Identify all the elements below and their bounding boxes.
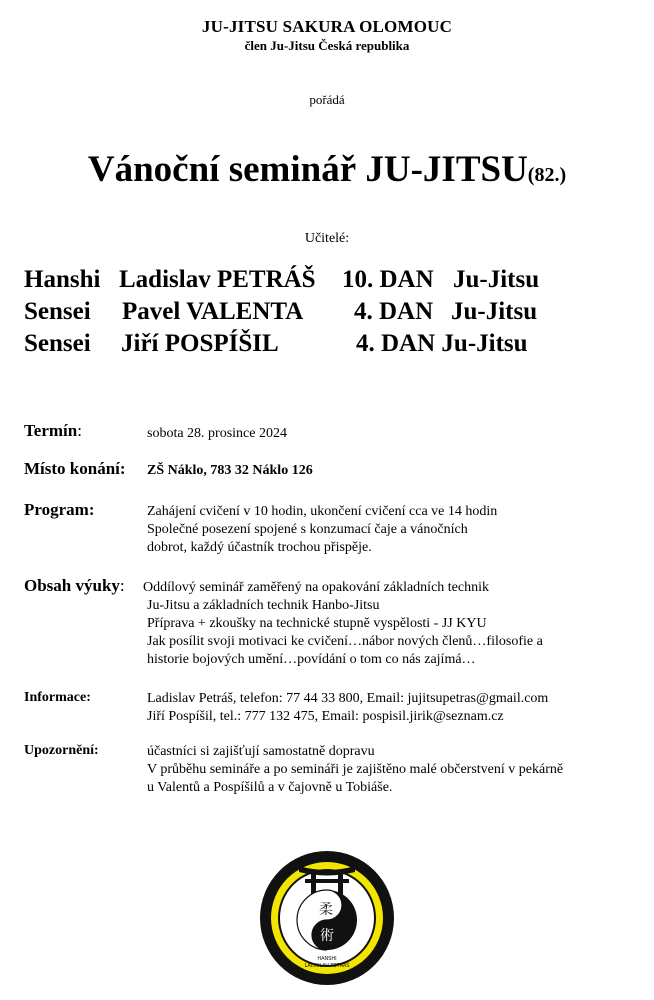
content-label-text: Obsah výuky — [24, 576, 120, 595]
program-line-2: Společné posezení spojené s konzumací čaje a vánočních — [147, 522, 468, 537]
logo-caption-2: LADISLAV PETRÁŠ — [304, 963, 350, 969]
program-label: Program: — [24, 500, 95, 519]
content-line-1: Oddílový seminář zaměřený na opakování základních technik — [143, 580, 489, 595]
organization-name: JU-JITSU SAKURA OLOMOUC — [201, 17, 453, 36]
logo-kanji-bottom: 術 — [320, 928, 334, 944]
membership-line: člen Ju-Jitsu Česká republika — [244, 38, 410, 53]
content-line-4: Jak posílit svoji motivaci ke cvičení…nábor nových členů…filosofie a — [147, 634, 543, 649]
info-label: Informace: — [24, 690, 91, 705]
logo-kanji-top: 柔 — [319, 902, 333, 918]
seminar-number: (82.) — [527, 164, 567, 186]
info-line-1: Ladislav Petráš, telefon: 77 44 33 800, Email: jujitsupetras@gmail.com — [147, 691, 549, 706]
notice-label: Upozornění: — [24, 743, 99, 758]
content-line-3: Příprava + zkoušky na technické stupně vyspělosti - JJ KYU — [147, 616, 487, 631]
term-label-colon: : — [77, 421, 82, 440]
teacher-2-rank: 4. DAN — [354, 298, 434, 325]
teacher-3-rank: 4. DAN Ju-Jitsu — [356, 330, 528, 357]
organizes-line: pořádá — [309, 92, 345, 107]
program-line-3: dobrot, každý účastník trochou přispěje. — [147, 540, 372, 555]
content-label-colon: : — [119, 576, 125, 595]
content-line-5: historie bojových umění…povídání o tom co nás zajímá… — [147, 652, 476, 667]
venue-label: Místo konání: — [24, 459, 126, 478]
content-label — [24, 576, 125, 596]
teacher-3-name: Jiří POSPÍŠIL — [121, 330, 279, 357]
term-label-text: Termín — [24, 421, 78, 440]
teacher-2-title: Sensei — [24, 298, 91, 325]
teachers-heading: Učitelé: — [304, 231, 350, 246]
notice-line-2: V průběhu semináře a po semináři je zajištěno malé občerstvení v pekárně — [147, 762, 564, 777]
seminar-title-text: Vánoční seminář JU-JITSU — [87, 149, 528, 190]
teacher-1-name: Ladislav PETRÁŠ — [119, 266, 316, 293]
content-line-2: Ju-Jitsu a základních technik Hanbo-Jitsu — [147, 598, 380, 613]
teacher-3-title: Sensei — [24, 330, 91, 357]
club-logo — [259, 850, 395, 986]
term-label — [24, 421, 82, 441]
teacher-1-title: Hanshi — [24, 266, 101, 293]
notice-line-1: účastníci si zajišťují samostatně dopravu — [147, 744, 375, 759]
program-line-1: Zahájení cvičení v 10 hodin, ukončení cvičení cca ve 14 hodin — [147, 504, 498, 519]
teacher-1-art: Ju-Jitsu — [453, 266, 540, 293]
teacher-2-name: Pavel VALENTA — [122, 298, 304, 325]
venue-value: ZŠ Náklo, 783 32 Náklo 126 — [147, 463, 313, 478]
seminar-title — [0, 148, 654, 191]
logo-caption-1: HANSHI — [317, 956, 337, 962]
teacher-1-rank: 10. DAN — [342, 266, 434, 293]
teacher-2-art: Ju-Jitsu — [451, 298, 538, 325]
notice-line-3: u Valentů a Pospíšilů a v čajovně u Tobiáše. — [147, 780, 393, 795]
info-line-2: Jiří Pospíšil, tel.: 777 132 475, Email: pospisil.jirik@seznam.cz — [147, 709, 504, 724]
term-value: sobota 28. prosince 2024 — [147, 426, 287, 441]
